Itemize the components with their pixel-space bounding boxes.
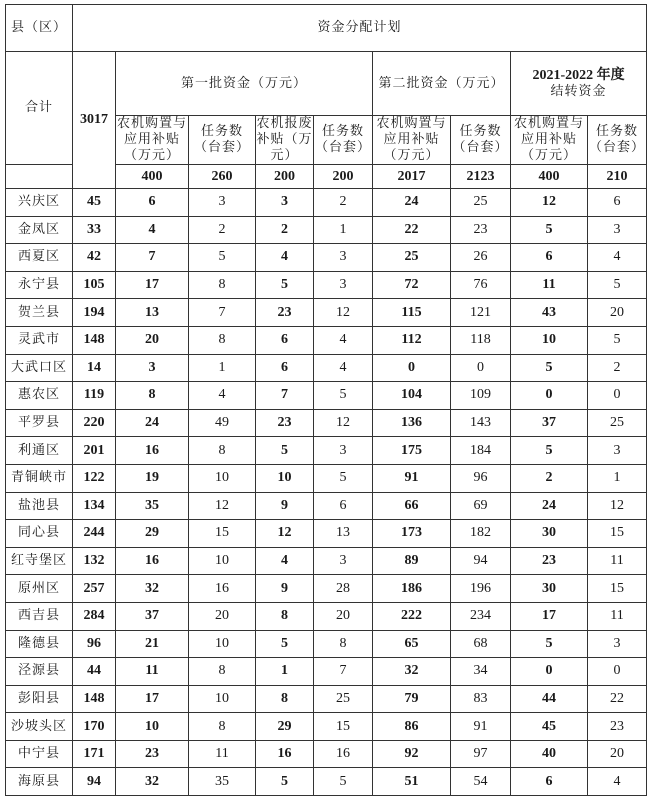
value-cell: 1 [314,216,373,244]
table-row [6,547,647,575]
sum-cell-6: 400 [511,165,588,189]
value-cell: 24 [373,189,451,217]
value-cell: 5 [256,271,314,299]
value-cell: 5 [588,271,647,299]
value-cell: 4 [588,768,647,796]
subheader-7: 任务数（台套） [588,116,647,165]
value-cell: 112 [373,326,451,354]
subheader-5: 任务数（台套） [451,116,511,165]
value-cell: 72 [373,271,451,299]
county-name: 沙坡头区 [6,713,73,741]
value-cell: 42 [73,244,116,272]
value-cell: 4 [588,244,647,272]
value-cell: 5 [511,630,588,658]
county-name: 原州区 [6,575,73,603]
value-cell: 45 [511,713,588,741]
value-cell: 44 [511,685,588,713]
value-cell: 12 [314,409,373,437]
value-cell: 8 [189,713,256,741]
value-cell: 29 [256,713,314,741]
value-cell: 16 [189,575,256,603]
value-cell: 2 [189,216,256,244]
value-cell: 11 [588,602,647,630]
value-cell: 6 [588,189,647,217]
value-cell: 94 [451,547,511,575]
table-row [6,271,647,299]
value-cell: 16 [256,740,314,768]
county-name: 兴庆区 [6,189,73,217]
sum-cell-3: 200 [314,165,373,189]
value-cell: 0 [373,354,451,382]
county-name: 贺兰县 [6,299,73,327]
total-value: 3017 [73,52,116,189]
table-row [6,189,647,217]
county-name: 彭阳县 [6,685,73,713]
value-cell: 15 [314,713,373,741]
value-cell: 11 [116,658,189,686]
value-cell: 4 [189,382,256,410]
value-cell: 54 [451,768,511,796]
table-row [6,575,647,603]
value-cell: 92 [373,740,451,768]
value-cell: 184 [451,437,511,465]
value-cell: 25 [314,685,373,713]
group3-line2: 结转资金 [550,83,607,99]
value-cell: 21 [116,630,189,658]
value-cell: 122 [73,464,116,492]
value-cell: 8 [256,602,314,630]
value-cell: 5 [256,437,314,465]
value-cell: 2 [511,464,588,492]
value-cell: 20 [588,740,647,768]
value-cell: 23 [511,547,588,575]
value-cell: 0 [511,658,588,686]
value-cell: 194 [73,299,116,327]
value-cell: 5 [314,464,373,492]
value-cell: 86 [373,713,451,741]
value-cell: 17 [511,602,588,630]
value-cell: 22 [588,685,647,713]
value-cell: 32 [116,575,189,603]
value-cell: 10 [116,713,189,741]
value-cell: 51 [373,768,451,796]
value-cell: 8 [116,382,189,410]
value-cell: 244 [73,520,116,548]
value-cell: 91 [373,464,451,492]
group3-header [511,52,647,116]
value-cell: 4 [314,326,373,354]
plan-title: 资金分配计划 [73,5,647,52]
value-cell: 29 [116,520,189,548]
value-cell: 5 [189,244,256,272]
value-cell: 96 [73,630,116,658]
county-name: 泾源县 [6,658,73,686]
value-cell: 13 [116,299,189,327]
value-cell: 17 [116,271,189,299]
value-cell: 10 [189,464,256,492]
group1-header: 第一批资金（万元） [116,52,373,116]
value-cell: 4 [116,216,189,244]
value-cell: 7 [314,658,373,686]
value-cell: 32 [116,768,189,796]
table-row [6,326,647,354]
value-cell: 44 [73,658,116,686]
county-name: 红寺堡区 [6,547,73,575]
value-cell: 13 [314,520,373,548]
value-cell: 196 [451,575,511,603]
value-cell: 23 [116,740,189,768]
value-cell: 30 [511,520,588,548]
sum-cell-4: 2017 [373,165,451,189]
fund-allocation-table [5,4,647,796]
table-row [6,713,647,741]
sum-cell-5: 2123 [451,165,511,189]
value-cell: 40 [511,740,588,768]
value-cell: 6 [511,244,588,272]
value-cell: 49 [189,409,256,437]
value-cell: 8 [189,271,256,299]
table-row [6,409,647,437]
county-header: 县（区） [6,5,73,52]
value-cell: 4 [256,547,314,575]
value-cell: 5 [314,382,373,410]
subheader-1: 任务数（台套） [189,116,256,165]
table-row [6,768,647,796]
value-cell: 83 [451,685,511,713]
value-cell: 121 [451,299,511,327]
value-cell: 3 [314,547,373,575]
value-cell: 148 [73,326,116,354]
value-cell: 5 [511,354,588,382]
value-cell: 5 [314,768,373,796]
value-cell: 4 [314,354,373,382]
county-name: 平罗县 [6,409,73,437]
value-cell: 175 [373,437,451,465]
value-cell: 132 [73,547,116,575]
value-cell: 35 [189,768,256,796]
value-cell: 23 [451,216,511,244]
county-name: 隆德县 [6,630,73,658]
value-cell: 234 [451,602,511,630]
value-cell: 16 [116,547,189,575]
county-name: 灵武市 [6,326,73,354]
value-cell: 20 [116,326,189,354]
value-cell: 104 [373,382,451,410]
value-cell: 222 [373,602,451,630]
value-cell: 19 [116,464,189,492]
table-row [6,602,647,630]
value-cell: 9 [256,575,314,603]
value-cell: 10 [256,464,314,492]
value-cell: 0 [511,382,588,410]
value-cell: 3 [588,216,647,244]
value-cell: 8 [314,630,373,658]
value-cell: 284 [73,602,116,630]
value-cell: 32 [373,658,451,686]
value-cell: 26 [451,244,511,272]
sum-cell-0: 400 [116,165,189,189]
value-cell: 12 [256,520,314,548]
value-cell: 15 [189,520,256,548]
table-row [6,382,647,410]
county-name: 同心县 [6,520,73,548]
value-cell: 94 [73,768,116,796]
value-cell: 3 [588,437,647,465]
value-cell: 33 [73,216,116,244]
value-cell: 91 [451,713,511,741]
value-cell: 20 [189,602,256,630]
value-cell: 171 [73,740,116,768]
table-row [6,244,647,272]
value-cell: 3 [314,271,373,299]
value-cell: 12 [314,299,373,327]
county-name: 西吉县 [6,602,73,630]
county-name: 青铜峡市 [6,464,73,492]
value-cell: 11 [189,740,256,768]
value-cell: 10 [511,326,588,354]
value-cell: 143 [451,409,511,437]
value-cell: 37 [116,602,189,630]
county-name: 惠农区 [6,382,73,410]
value-cell: 8 [256,685,314,713]
value-cell: 76 [451,271,511,299]
subheader-2: 农机报废补贴（万元） [256,116,313,163]
value-cell: 4 [256,244,314,272]
value-cell: 5 [256,630,314,658]
value-cell: 6 [314,492,373,520]
value-cell: 186 [373,575,451,603]
value-cell: 37 [511,409,588,437]
table-row [6,685,647,713]
value-cell: 2 [256,216,314,244]
value-cell: 115 [373,299,451,327]
value-cell: 11 [588,547,647,575]
value-cell: 173 [373,520,451,548]
value-cell: 24 [116,409,189,437]
value-cell: 3 [116,354,189,382]
value-cell: 10 [189,630,256,658]
value-cell: 170 [73,713,116,741]
value-cell: 23 [256,299,314,327]
value-cell: 2 [314,189,373,217]
value-cell: 1 [189,354,256,382]
county-name: 金凤区 [6,216,73,244]
value-cell: 3 [189,189,256,217]
value-cell: 16 [116,437,189,465]
value-cell: 9 [256,492,314,520]
table-row [6,354,647,382]
value-cell: 6 [256,326,314,354]
total-label: 合计 [6,52,73,165]
value-cell: 6 [116,189,189,217]
value-cell: 0 [588,658,647,686]
table-row [6,299,647,327]
value-cell: 45 [73,189,116,217]
value-cell: 3 [314,437,373,465]
value-cell: 25 [373,244,451,272]
value-cell: 8 [189,326,256,354]
value-cell: 7 [256,382,314,410]
value-cell: 14 [73,354,116,382]
value-cell: 3 [588,630,647,658]
value-cell: 20 [314,602,373,630]
value-cell: 12 [189,492,256,520]
value-cell: 23 [588,713,647,741]
table-row [6,464,647,492]
value-cell: 3 [314,244,373,272]
table-row [6,520,647,548]
value-cell: 30 [511,575,588,603]
value-cell: 3 [256,189,314,217]
county-name: 永宁县 [6,271,73,299]
value-cell: 118 [451,326,511,354]
value-cell: 0 [451,354,511,382]
value-cell: 8 [189,437,256,465]
value-cell: 7 [189,299,256,327]
table-row [6,437,647,465]
sum-cell-1: 260 [189,165,256,189]
group3-line1: 2021-2022 年度 [532,67,625,83]
table-row [6,216,647,244]
value-cell: 69 [451,492,511,520]
county-name: 盐池县 [6,492,73,520]
county-name: 西夏区 [6,244,73,272]
value-cell: 11 [511,271,588,299]
value-cell: 8 [189,658,256,686]
table-row [6,492,647,520]
value-cell: 5 [256,768,314,796]
group2-header: 第二批资金（万元） [373,52,511,116]
value-cell: 105 [73,271,116,299]
value-cell: 182 [451,520,511,548]
value-cell: 5 [511,216,588,244]
value-cell: 136 [373,409,451,437]
subheader-3: 任务数（台套） [314,116,373,165]
value-cell: 65 [373,630,451,658]
value-cell: 15 [588,520,647,548]
value-cell: 43 [511,299,588,327]
value-cell: 148 [73,685,116,713]
value-cell: 35 [116,492,189,520]
value-cell: 10 [189,685,256,713]
value-cell: 20 [588,299,647,327]
county-name: 利通区 [6,437,73,465]
value-cell: 109 [451,382,511,410]
value-cell: 2 [588,354,647,382]
value-cell: 79 [373,685,451,713]
value-cell: 12 [588,492,647,520]
value-cell: 25 [588,409,647,437]
value-cell: 220 [73,409,116,437]
value-cell: 16 [314,740,373,768]
value-cell: 89 [373,547,451,575]
county-name: 大武口区 [6,354,73,382]
table-row [6,740,647,768]
value-cell: 34 [451,658,511,686]
value-cell: 25 [451,189,511,217]
blank-cell [6,165,73,189]
value-cell: 134 [73,492,116,520]
value-cell: 1 [588,464,647,492]
value-cell: 24 [511,492,588,520]
county-name: 海原县 [6,768,73,796]
table-row [6,658,647,686]
value-cell: 68 [451,630,511,658]
value-cell: 5 [511,437,588,465]
value-cell: 17 [116,685,189,713]
subheader-6: 农机购置与应用补贴（万元） [511,116,588,165]
value-cell: 96 [451,464,511,492]
subheader-0: 农机购置与应用补贴（万元） [116,116,187,163]
value-cell: 22 [373,216,451,244]
value-cell: 257 [73,575,116,603]
value-cell: 97 [451,740,511,768]
value-cell: 119 [73,382,116,410]
sum-cell-2: 200 [256,165,314,189]
value-cell: 1 [256,658,314,686]
value-cell: 28 [314,575,373,603]
value-cell: 12 [511,189,588,217]
value-cell: 6 [256,354,314,382]
value-cell: 201 [73,437,116,465]
value-cell: 5 [588,326,647,354]
value-cell: 7 [116,244,189,272]
county-name: 中宁县 [6,740,73,768]
value-cell: 0 [588,382,647,410]
table-row [6,630,647,658]
value-cell: 66 [373,492,451,520]
value-cell: 23 [256,409,314,437]
value-cell: 10 [189,547,256,575]
value-cell: 15 [588,575,647,603]
value-cell: 6 [511,768,588,796]
subheader-4: 农机购置与应用补贴（万元） [373,116,451,165]
sum-cell-7: 210 [588,165,647,189]
